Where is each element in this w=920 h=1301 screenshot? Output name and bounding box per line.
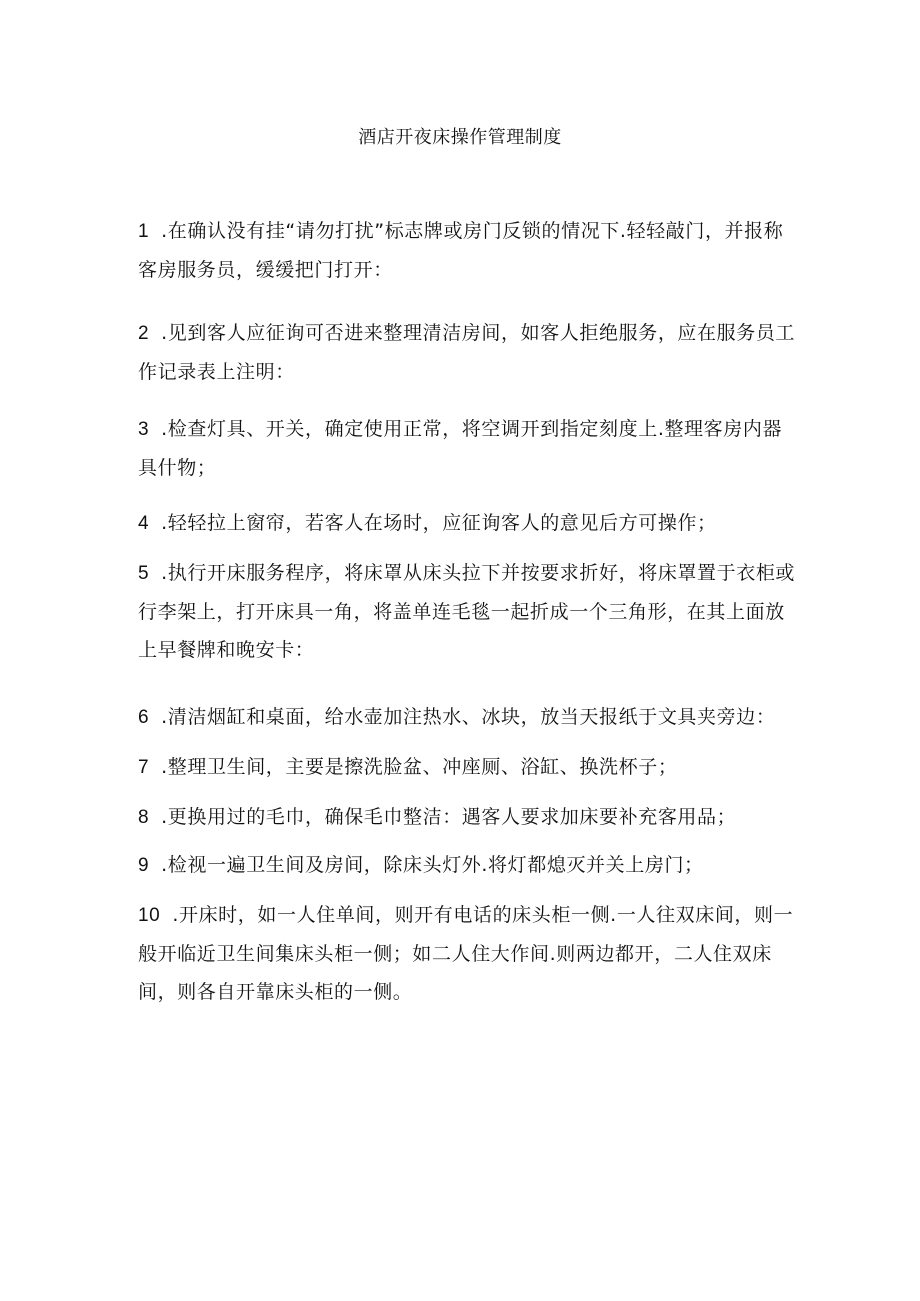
rule-text: .更换用过的毛巾，确保毛巾整洁：遇客人要求加床要补充客用品；	[161, 806, 737, 828]
rule-text: .检视一遍卫生间及房间，除床头灯外.将灯都熄灭并关上房门；	[161, 854, 704, 876]
rule-number: 2	[138, 323, 150, 344]
rule-text: .检查灯具、开关，确定使用正常，将空调开到指定刻度上.整理客房内器具什物；	[138, 418, 783, 479]
rule-item-7	[138, 748, 798, 787]
document-title: 酒店开夜床操作管理制度	[358, 127, 562, 148]
rule-text: .整理卫生间，主要是擦洗脸盆、冲座厕、浴缸、换洗杯子；	[161, 756, 678, 778]
rule-number: 8	[138, 807, 150, 828]
rule-number: 9	[138, 855, 150, 876]
rule-text: .轻轻拉上窗帘，若客人在场时，应征询客人的意见后方可操作；	[161, 512, 717, 534]
rule-item-10	[138, 896, 798, 1011]
rule-number: 10	[138, 905, 161, 926]
rule-item-8	[138, 798, 798, 837]
rule-text: .见到客人应征询可否进来整理清洁房间，如客人拒绝服务，应在服务员工作记录表上注明：	[138, 322, 796, 383]
rule-item-4	[138, 504, 798, 543]
rule-item-6	[138, 698, 798, 737]
rule-item-5	[138, 554, 798, 669]
rule-item-1	[138, 212, 798, 289]
rule-number: 4	[138, 513, 150, 534]
rule-item-9	[138, 846, 798, 885]
rule-text: .清洁烟缸和桌面，给水壶加注热水、冰块，放当天报纸于文具夹旁边：	[161, 706, 776, 728]
rule-number: 7	[138, 757, 150, 778]
rule-number: 3	[138, 419, 150, 440]
rule-text: .开床时，如一人住单间，则开有电话的床头柜一侧.一人往双床间，则一般开临近卫生间集床头柜一侧；如二人住大作间.则两边都开，二人住双床间，则各自开靠床头柜的一侧。	[138, 904, 794, 1003]
rule-number: 6	[138, 707, 150, 728]
rule-text: .在确认没有挂“请勿打扰”标志牌或房门反锁的情况下.轻轻敲门，并报称客房服务员，缓缓把门打开：	[138, 220, 784, 281]
rule-number: 5	[138, 563, 150, 584]
rule-item-3	[138, 410, 798, 487]
rule-number: 1	[138, 221, 150, 242]
rule-item-2	[138, 314, 798, 391]
rule-text: .执行开床服务程序，将床罩从床头拉下并按要求折好，将床罩置于衣柜或行李架上，打开床具一角，将盖单连毛毯一起折成一个三角形，在其上面放上早餐牌和晚安卡：	[138, 562, 796, 661]
